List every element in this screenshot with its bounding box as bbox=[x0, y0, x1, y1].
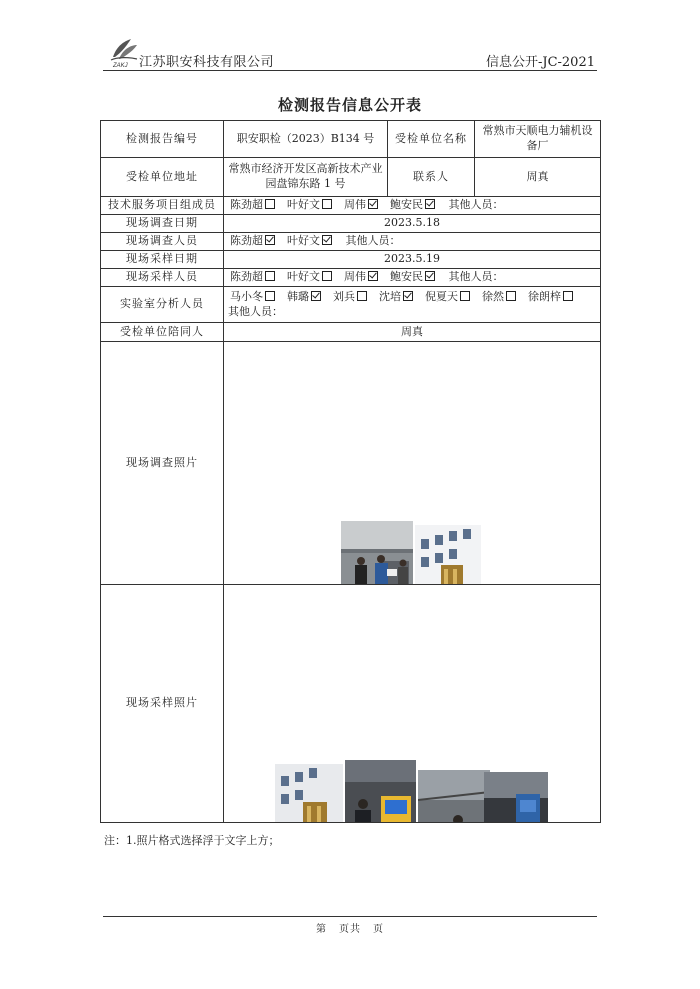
contact-label: 联系人 bbox=[388, 158, 475, 197]
person-name: 沈培 bbox=[379, 289, 401, 303]
sampling-photo-worker bbox=[418, 770, 490, 823]
unchecked-box-icon[interactable] bbox=[563, 291, 573, 301]
table-row bbox=[101, 215, 601, 233]
unchecked-box-icon[interactable] bbox=[322, 271, 332, 281]
company-logo-icon bbox=[107, 35, 141, 69]
person-name: 马小冬 bbox=[230, 289, 263, 303]
unchecked-box-icon[interactable] bbox=[460, 291, 470, 301]
team-label: 技术服务项目组成员 bbox=[101, 197, 224, 215]
person-name: 鲍安民 bbox=[390, 270, 423, 284]
page-label-1: 第 bbox=[316, 924, 327, 935]
unchecked-box-icon[interactable] bbox=[506, 291, 516, 301]
surveyors-label: 现场调查人员 bbox=[101, 233, 224, 251]
person-name: 刘兵 bbox=[333, 289, 355, 303]
samplers-other-label: 其他人员： bbox=[448, 270, 504, 284]
page-label-3: 页 bbox=[373, 924, 384, 935]
contact-value: 周真 bbox=[475, 158, 601, 197]
person-name: 陈劲超 bbox=[230, 234, 263, 248]
sampling-date-value: 2023.5.19 bbox=[224, 251, 601, 269]
table-row bbox=[101, 158, 601, 197]
page-label-2: 页共 bbox=[339, 924, 361, 935]
unchecked-box-icon[interactable] bbox=[322, 199, 332, 209]
table-row bbox=[101, 197, 601, 215]
checked-box-icon[interactable] bbox=[368, 271, 378, 281]
lab-list bbox=[228, 290, 575, 303]
footnote: 注：1.照片格式选择浮于文字上方； bbox=[104, 834, 280, 847]
table-row bbox=[101, 585, 601, 823]
samplers-members bbox=[224, 269, 601, 287]
checked-box-icon[interactable] bbox=[425, 271, 435, 281]
report-no-value: 职安职检（2023）B134 号 bbox=[224, 121, 388, 158]
person-name: 鲍安民 bbox=[390, 198, 423, 212]
person-name: 周伟 bbox=[344, 198, 366, 212]
surveyors-members bbox=[224, 233, 601, 251]
page-title: 检测报告信息公开表 bbox=[277, 96, 422, 114]
person-name: 陈劲超 bbox=[230, 198, 263, 212]
surveyors-list bbox=[228, 234, 334, 247]
footer-divider bbox=[103, 916, 597, 917]
survey-photos-label: 现场调查照片 bbox=[101, 342, 224, 585]
page-header bbox=[103, 35, 597, 71]
checked-box-icon[interactable] bbox=[265, 235, 275, 245]
person-name: 周伟 bbox=[344, 270, 366, 284]
report-no-label: 检测报告编号 bbox=[101, 121, 224, 158]
sampling-photos-cell bbox=[224, 585, 601, 823]
sampling-photos-label: 现场采样照片 bbox=[101, 585, 224, 823]
table-row bbox=[101, 342, 601, 585]
survey-photos-cell bbox=[224, 342, 601, 585]
checked-box-icon[interactable] bbox=[311, 291, 321, 301]
unchecked-box-icon[interactable] bbox=[265, 271, 275, 281]
lab-label: 实验室分析人员 bbox=[101, 287, 224, 323]
person-name: 叶好文 bbox=[287, 198, 320, 212]
unchecked-box-icon[interactable] bbox=[265, 199, 275, 209]
survey-photo-building bbox=[415, 525, 481, 585]
info-table bbox=[100, 120, 601, 823]
person-name: 叶好文 bbox=[287, 234, 320, 248]
person-name: 韩璐 bbox=[287, 289, 309, 303]
page-number bbox=[0, 920, 700, 935]
company-name: 江苏职安科技有限公司 bbox=[139, 55, 275, 70]
lab-members bbox=[224, 287, 601, 323]
sampling-photo-building bbox=[275, 764, 343, 823]
client-label: 受检单位名称 bbox=[388, 121, 475, 158]
table-row bbox=[101, 287, 601, 323]
table-row bbox=[101, 251, 601, 269]
logo-text: ZAKJ bbox=[113, 63, 128, 69]
client-value: 常熟市天顺电力辅机设备厂 bbox=[475, 121, 601, 158]
survey-date-value: 2023.5.18 bbox=[224, 215, 601, 233]
person-name: 徐朗梓 bbox=[528, 289, 561, 303]
person-name: 陈劲超 bbox=[230, 270, 263, 284]
sampling-photo-welding bbox=[484, 772, 548, 823]
table-row bbox=[101, 121, 601, 158]
table-row bbox=[101, 323, 601, 342]
table-row bbox=[101, 269, 601, 287]
person-name: 叶好文 bbox=[287, 270, 320, 284]
address-value: 常熟市经济开发区高新技术产业园盘锦东路 1 号 bbox=[224, 158, 388, 197]
lab-other-label: 其他人员： bbox=[228, 304, 283, 318]
unchecked-box-icon[interactable] bbox=[265, 291, 275, 301]
checked-box-icon[interactable] bbox=[425, 199, 435, 209]
sampling-photo-instrument bbox=[345, 760, 416, 823]
escort-value: 周真 bbox=[224, 323, 601, 342]
header-divider bbox=[103, 70, 597, 71]
document-code: 信息公开-JC-2021 bbox=[485, 55, 595, 70]
surveyors-other-label: 其他人员： bbox=[345, 234, 401, 248]
team-other-label: 其他人员： bbox=[448, 198, 504, 212]
table-row bbox=[101, 233, 601, 251]
escort-label: 受检单位陪同人 bbox=[101, 323, 224, 342]
samplers-list bbox=[228, 270, 437, 283]
unchecked-box-icon[interactable] bbox=[357, 291, 367, 301]
samplers-label: 现场采样人员 bbox=[101, 269, 224, 287]
checked-box-icon[interactable] bbox=[322, 235, 332, 245]
survey-date-label: 现场调查日期 bbox=[101, 215, 224, 233]
survey-photo-inspectors bbox=[341, 521, 413, 585]
person-name: 倪夏天 bbox=[425, 289, 458, 303]
checked-box-icon[interactable] bbox=[403, 291, 413, 301]
sampling-date-label: 现场采样日期 bbox=[101, 251, 224, 269]
address-label: 受检单位地址 bbox=[101, 158, 224, 197]
team-members bbox=[224, 197, 601, 215]
checked-box-icon[interactable] bbox=[368, 199, 378, 209]
team-list bbox=[228, 198, 437, 211]
person-name: 徐然 bbox=[482, 289, 504, 303]
